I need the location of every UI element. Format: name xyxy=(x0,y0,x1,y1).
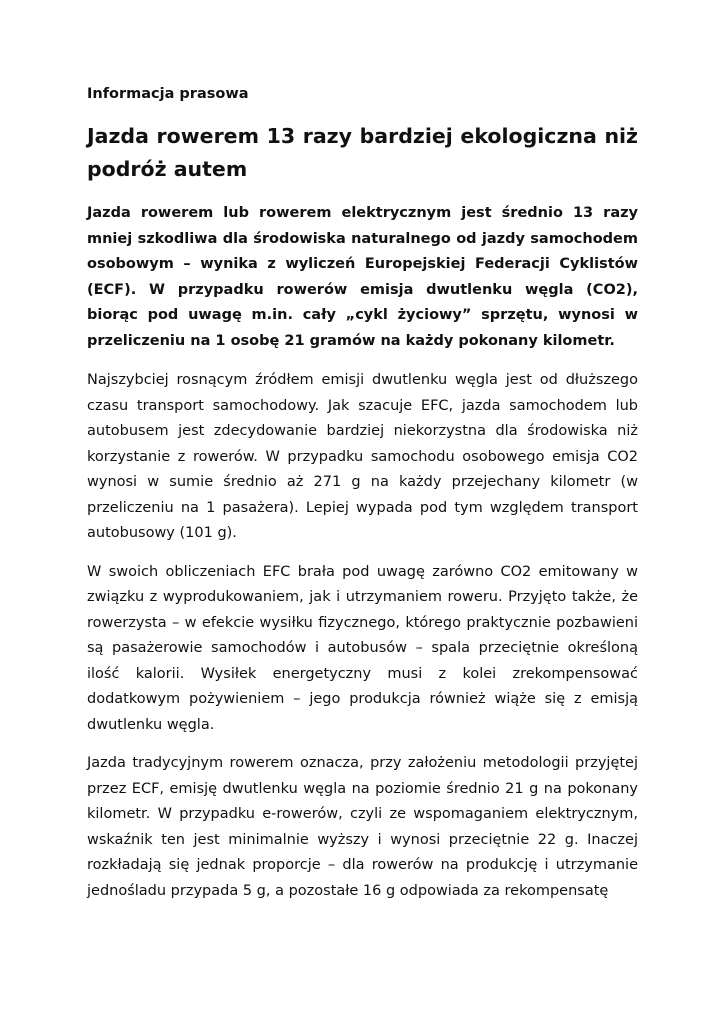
body-paragraph: W swoich obliczeniach EFC brała pod uwagę zarówno CO2 emitowany w związku z wyprodukowaniem, jak i utrzymaniem roweru. Przyjęto także, że rowerzysta – w efekcie wysiłku fizycznego, którego praktycznie pozbawieni są pasażerowie samochodów i autobusów – spala przeciętnie określoną ilość kalorii. Wysiłek energetyczny musi z kolei zrekompensować dodatkowym pożywieniem – jego produkcja również wiąże się z emisją dwutlenku węgla. xyxy=(87,563,638,733)
article-title: Jazda rowerem 13 razy bardziej ekologiczna niż podróż autem xyxy=(87,124,638,181)
body-paragraph: Najszybciej rosnącym źródłem emisji dwutlenku węgla jest od dłuższego czasu transport samochodowy. Jak szacuje EFC, jazda samochodem lub autobusem jest zdecydowanie bardziej niekorzystna dla środowiska niż korzystanie z rowerów. W przypadku samochodu osobowego emisja CO2 wynosi w sumie średnio aż 271 g na każdy przejechany kilometr (w przeliczeniu na 1 pasażera). Lepiej wypada pod tym względem transport autobusowy (101 g). xyxy=(87,372,638,541)
body-paragraph: Jazda tradycyjnym rowerem oznacza, przy założeniu metodologii przyjętej przez ECF, emisję dwutlenku węgla na poziomie średnio 21 g na pokonany kilometr. W przypadku e-rowerów, czyli ze wspomaganiem elektrycznym, wskaźnik ten jest minimalnie wyższy i wynosi przeciętnie 22 g. Inaczej rozkładają się jednak proporcje – dla rowerów na produkcję i utrzymanie jednośladu przypada 5 g, a pozostałe 16 g odpowiada za rekompensatę xyxy=(87,755,638,899)
lead-paragraph: Jazda rowerem lub rowerem elektrycznym jest średnio 13 razy mniej szkodliwa dla środowiska naturalnego od jazdy samochodem osobowym – wynika z wyliczeń Europejskiej Federacji Cyklistów (ECF). W przypadku rowerów emisja dwutlenku węgla (CO2), biorąc pod uwagę m.in. cały „cykl życiowy” sprzętu, wynosi w przeliczeniu na 1 osobę 21 gramów na każdy pokonany kilometr. xyxy=(87,205,638,349)
document-page xyxy=(87,82,638,917)
press-release-label: Informacja prasowa xyxy=(87,86,249,102)
